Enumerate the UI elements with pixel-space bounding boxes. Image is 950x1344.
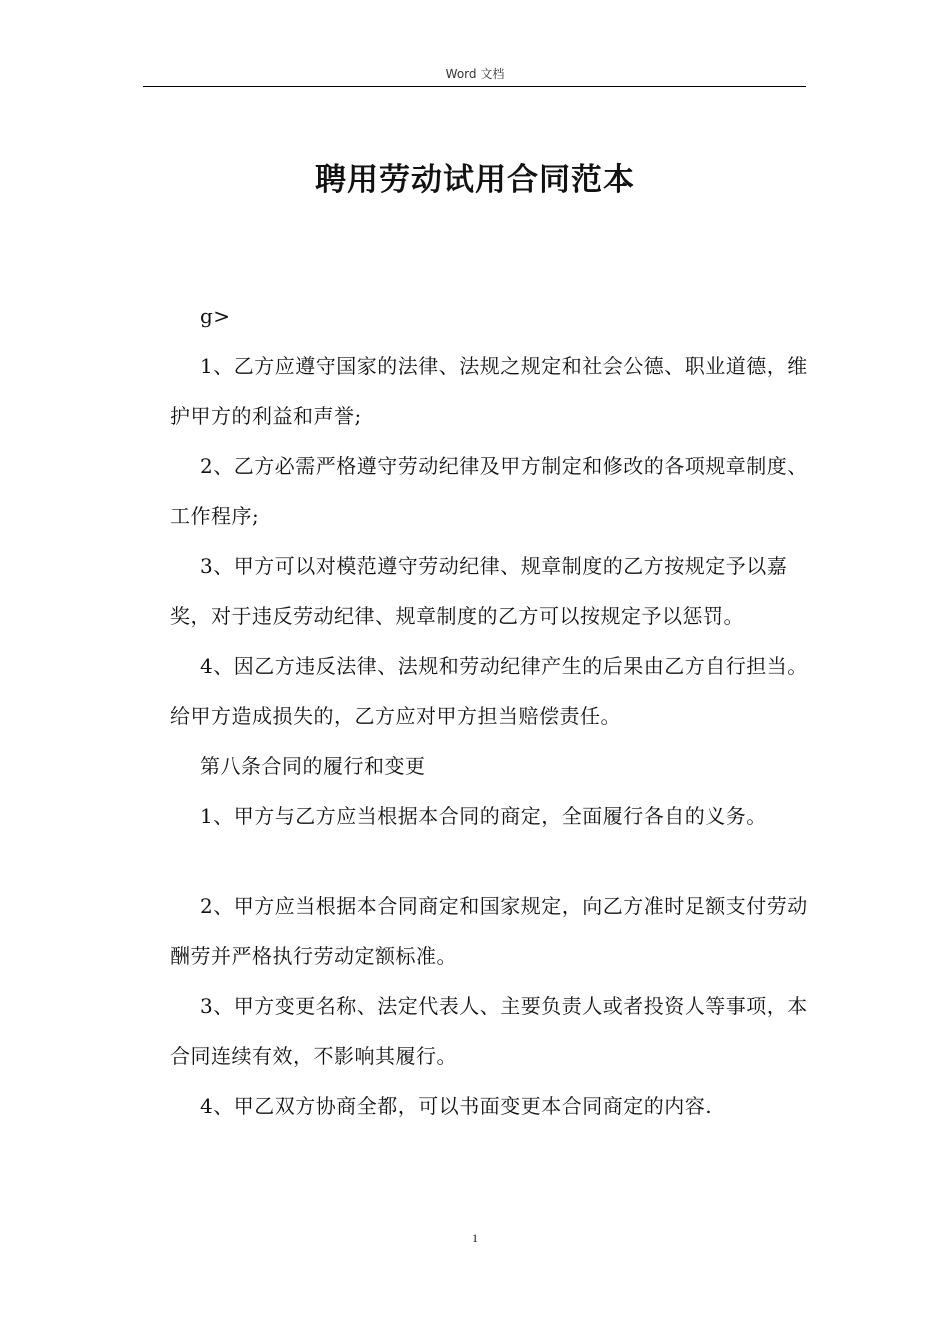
paragraph-article-8-clause-1: 1、甲方与乙方应当根据本合同的商定，全面履行各自的义务。: [200, 804, 767, 828]
page-header: Word 文档: [445, 67, 505, 81]
paragraph-clause-3: 3、甲方可以对模范遵守劳动纪律、规章制度的乙方按规定予以嘉奖，对于违反劳动纪律、规章制度的乙方可以按规定予以惩罚。: [170, 554, 788, 628]
paragraph-article-8-clause-2: 2、甲方应当根据本合同商定和国家规定，向乙方准时足额支付劳动酬劳并严格执行劳动定额标准。: [170, 894, 808, 968]
page-number: 1: [472, 1231, 478, 1245]
paragraph-clause-1: 1、乙方应遵守国家的法律、法规之规定和社会公德、职业道德，维护甲方的利益和声誉;: [170, 354, 808, 428]
paragraph-clause-4: 4、因乙方违反法律、法规和劳动纪律产生的后果由乙方自行担当。给甲方造成损失的，乙方应对甲方担当赔偿责任。: [170, 654, 808, 728]
document-body: [170, 291, 810, 1131]
header-divider: [143, 86, 806, 87]
document-title: 聘用劳动试用合同范本: [315, 162, 635, 198]
paragraph-fragment: g>: [200, 304, 231, 328]
paragraph-clause-2: 2、乙方必需严格遵守劳动纪律及甲方制定和修改的各项规章制度、工作程序;: [170, 454, 808, 528]
paragraph-article-8-clause-4: 4、甲乙双方协商全都，可以书面变更本合同商定的内容.: [200, 1094, 713, 1118]
section-heading-article-8: 第八条合同的履行和变更: [200, 754, 426, 778]
paragraph-article-8-clause-3: 3、甲方变更名称、法定代表人、主要负责人或者投资人等事项，本合同连续有效，不影响其履行。: [170, 994, 808, 1068]
